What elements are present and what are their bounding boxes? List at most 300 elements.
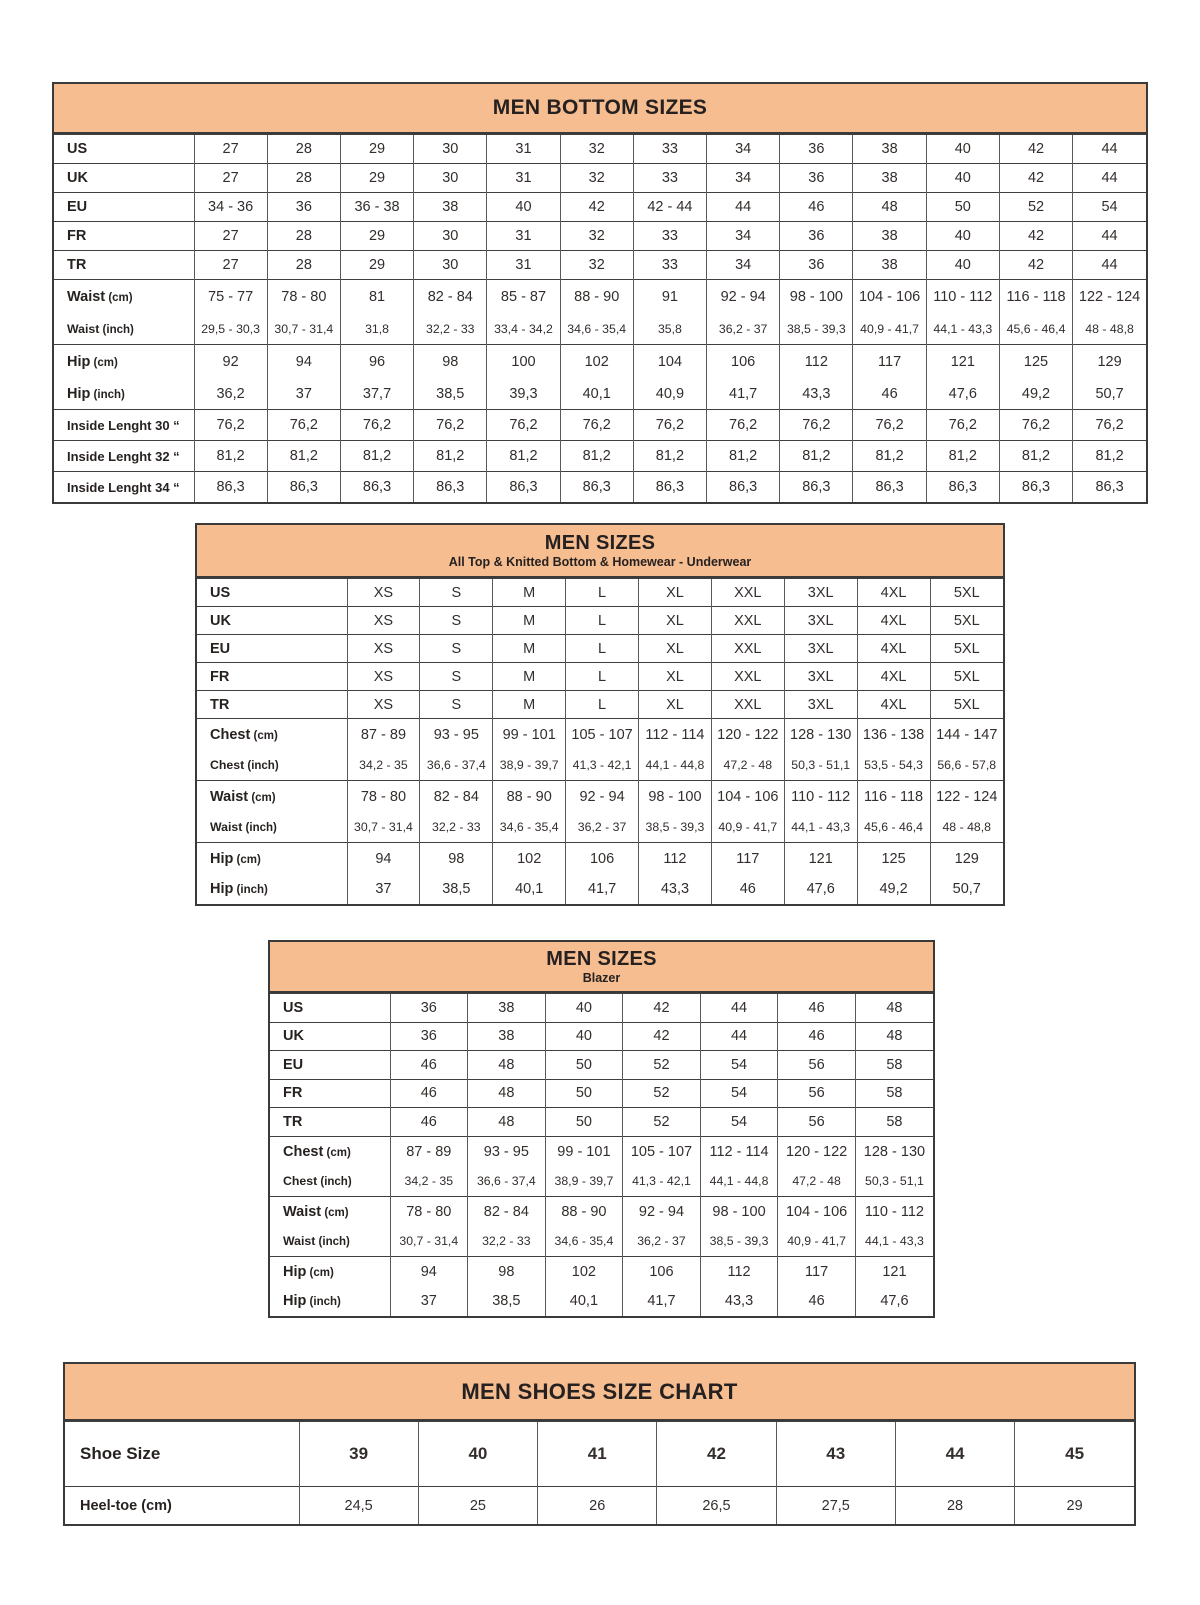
value-cell: XS bbox=[347, 579, 420, 607]
row-label bbox=[54, 313, 194, 345]
table-row bbox=[54, 280, 1146, 314]
table-row bbox=[270, 1227, 933, 1257]
row-label-text: Hip bbox=[283, 1293, 307, 1309]
row-label bbox=[197, 812, 347, 843]
value-cell: XL bbox=[639, 579, 712, 607]
value-cell: 54 bbox=[700, 1108, 778, 1137]
value-cell: 54 bbox=[1073, 193, 1146, 222]
value-cell: 30 bbox=[414, 135, 487, 164]
value-cell: 50 bbox=[926, 193, 999, 222]
table-header-band bbox=[197, 525, 1003, 578]
row-label bbox=[54, 410, 194, 441]
value-cell: 81,2 bbox=[707, 441, 780, 472]
value-cell: 29 bbox=[340, 135, 413, 164]
value-cell: 38 bbox=[468, 994, 546, 1023]
value-cell: 48 - 48,8 bbox=[930, 812, 1003, 843]
value-cell: 86,3 bbox=[926, 472, 999, 503]
row-label-unit: (inch) bbox=[244, 760, 279, 772]
value-cell: XXL bbox=[711, 691, 784, 719]
row-label-text: Waist bbox=[210, 788, 249, 805]
value-cell: 52 bbox=[623, 1079, 701, 1108]
value-cell: 44,1 - 43,3 bbox=[926, 313, 999, 345]
value-cell: 81,2 bbox=[414, 441, 487, 472]
value-cell: 40 bbox=[545, 1022, 623, 1051]
value-cell: 136 - 138 bbox=[857, 719, 930, 751]
row-group bbox=[54, 251, 1146, 280]
value-cell: 3XL bbox=[784, 663, 857, 691]
value-cell: 48 - 48,8 bbox=[1073, 313, 1146, 345]
value-cell: 92 - 94 bbox=[707, 280, 780, 314]
row-group bbox=[270, 994, 933, 1023]
row-label-unit: (cm) bbox=[250, 729, 278, 742]
row-label bbox=[197, 663, 347, 691]
value-cell: 120 - 122 bbox=[711, 719, 784, 751]
table-row bbox=[54, 164, 1146, 193]
row-label-unit: (inch) bbox=[242, 822, 277, 834]
value-cell: 40 bbox=[926, 164, 999, 193]
value-cell: 42 bbox=[623, 1022, 701, 1051]
row-group bbox=[65, 1422, 1134, 1487]
value-cell: 121 bbox=[855, 1256, 933, 1287]
men-sizes-blazer-grid bbox=[270, 993, 933, 1316]
value-cell: 128 - 130 bbox=[855, 1136, 933, 1167]
table-row bbox=[54, 345, 1146, 379]
value-cell: 58 bbox=[855, 1051, 933, 1080]
value-cell: 81,2 bbox=[999, 441, 1072, 472]
value-cell: 31 bbox=[487, 164, 560, 193]
value-cell: 40,1 bbox=[560, 378, 633, 410]
value-cell: 44 bbox=[895, 1422, 1014, 1487]
value-cell: 38,5 bbox=[414, 378, 487, 410]
value-cell: 36 bbox=[390, 994, 468, 1023]
value-cell: 38 bbox=[853, 164, 926, 193]
value-cell: 129 bbox=[1073, 345, 1146, 379]
value-cell: XXL bbox=[711, 579, 784, 607]
table-header-band bbox=[65, 1364, 1134, 1421]
value-cell: 48 bbox=[855, 994, 933, 1023]
value-cell: 104 bbox=[633, 345, 706, 379]
value-cell: 48 bbox=[468, 1079, 546, 1108]
row-group bbox=[197, 843, 1003, 905]
table-row bbox=[197, 719, 1003, 751]
value-cell: 98 - 100 bbox=[780, 280, 853, 314]
value-cell: 34 bbox=[707, 135, 780, 164]
row-label bbox=[65, 1422, 299, 1487]
value-cell: L bbox=[566, 607, 639, 635]
value-cell: 43 bbox=[776, 1422, 895, 1487]
value-cell: 38,5 bbox=[468, 1287, 546, 1316]
value-cell: 4XL bbox=[857, 635, 930, 663]
value-cell: 81,2 bbox=[340, 441, 413, 472]
row-label bbox=[54, 222, 194, 251]
row-label-unit: (cm) bbox=[306, 1266, 334, 1279]
table-row bbox=[65, 1422, 1134, 1487]
row-label-text: Waist bbox=[210, 820, 243, 834]
row-label-text: US bbox=[210, 584, 231, 601]
value-cell: XL bbox=[639, 663, 712, 691]
value-cell: 29 bbox=[1015, 1487, 1134, 1525]
value-cell: 99 - 101 bbox=[545, 1136, 623, 1167]
value-cell: 5XL bbox=[930, 691, 1003, 719]
value-cell: M bbox=[493, 691, 566, 719]
value-cell: 46 bbox=[390, 1108, 468, 1137]
value-cell: 47,6 bbox=[926, 378, 999, 410]
value-cell: 76,2 bbox=[414, 410, 487, 441]
value-cell: 37 bbox=[347, 874, 420, 904]
row-label-text: Shoe Size bbox=[80, 1444, 161, 1463]
value-cell: 93 - 95 bbox=[420, 719, 493, 751]
row-label-text: UK bbox=[283, 1028, 304, 1045]
value-cell: 110 - 112 bbox=[855, 1196, 933, 1227]
value-cell: 121 bbox=[926, 345, 999, 379]
row-label bbox=[270, 1227, 390, 1257]
value-cell: 76,2 bbox=[633, 410, 706, 441]
value-cell: 32 bbox=[560, 222, 633, 251]
value-cell: 78 - 80 bbox=[390, 1196, 468, 1227]
value-cell: 56 bbox=[778, 1108, 856, 1137]
value-cell: 5XL bbox=[930, 607, 1003, 635]
table-row bbox=[54, 222, 1146, 251]
value-cell: 28 bbox=[267, 135, 340, 164]
table-row bbox=[197, 843, 1003, 875]
value-cell: 98 - 100 bbox=[700, 1196, 778, 1227]
value-cell: 40,1 bbox=[493, 874, 566, 904]
value-cell: 87 - 89 bbox=[390, 1136, 468, 1167]
row-label-text: EU bbox=[210, 640, 231, 657]
value-cell: 122 - 124 bbox=[1073, 280, 1146, 314]
value-cell: 4XL bbox=[857, 607, 930, 635]
value-cell: 96 bbox=[340, 345, 413, 379]
row-label-text: Waist bbox=[67, 288, 106, 305]
value-cell: 117 bbox=[778, 1256, 856, 1287]
row-group bbox=[270, 1051, 933, 1080]
value-cell: 58 bbox=[855, 1108, 933, 1137]
value-cell: S bbox=[420, 691, 493, 719]
value-cell: 110 - 112 bbox=[784, 781, 857, 813]
value-cell: 86,3 bbox=[1073, 472, 1146, 503]
value-cell: 41,3 - 42,1 bbox=[623, 1167, 701, 1197]
value-cell: 38,9 - 39,7 bbox=[493, 750, 566, 781]
row-label-text: Hip bbox=[210, 881, 234, 897]
value-cell: 30 bbox=[414, 251, 487, 280]
value-cell: 3XL bbox=[784, 607, 857, 635]
value-cell: 5XL bbox=[930, 663, 1003, 691]
value-cell: 4XL bbox=[857, 691, 930, 719]
value-cell: 98 bbox=[468, 1256, 546, 1287]
table-row bbox=[270, 1079, 933, 1108]
value-cell: 88 - 90 bbox=[545, 1196, 623, 1227]
value-cell: 78 - 80 bbox=[347, 781, 420, 813]
value-cell: 93 - 95 bbox=[468, 1136, 546, 1167]
value-cell: S bbox=[420, 607, 493, 635]
value-cell: 3XL bbox=[784, 579, 857, 607]
value-cell: 31,8 bbox=[340, 313, 413, 345]
value-cell: 36 bbox=[780, 251, 853, 280]
value-cell: XS bbox=[347, 635, 420, 663]
value-cell: 38 bbox=[853, 135, 926, 164]
men-bottom-sizes-table bbox=[52, 82, 1148, 504]
value-cell: 91 bbox=[633, 280, 706, 314]
value-cell: 33 bbox=[633, 164, 706, 193]
value-cell: 49,2 bbox=[999, 378, 1072, 410]
table-subtitle: Blazer bbox=[582, 970, 621, 985]
value-cell: 40,9 - 41,7 bbox=[778, 1227, 856, 1257]
value-cell: 42 - 44 bbox=[633, 193, 706, 222]
value-cell: 38,5 - 39,3 bbox=[639, 812, 712, 843]
value-cell: 81,2 bbox=[780, 441, 853, 472]
value-cell: XS bbox=[347, 607, 420, 635]
table-row bbox=[54, 378, 1146, 410]
row-label-text: EU bbox=[67, 199, 88, 215]
value-cell: 125 bbox=[857, 843, 930, 875]
value-cell: 86,3 bbox=[999, 472, 1072, 503]
value-cell: 112 bbox=[639, 843, 712, 875]
value-cell: 40 bbox=[545, 994, 623, 1023]
row-label-text: UK bbox=[210, 612, 231, 629]
value-cell: 36 bbox=[390, 1022, 468, 1051]
row-group bbox=[270, 1136, 933, 1196]
value-cell: 86,3 bbox=[340, 472, 413, 503]
value-cell: 33,4 - 34,2 bbox=[487, 313, 560, 345]
value-cell: 76,2 bbox=[1073, 410, 1146, 441]
value-cell: 33 bbox=[633, 222, 706, 251]
row-group bbox=[197, 691, 1003, 719]
value-cell: 92 - 94 bbox=[566, 781, 639, 813]
value-cell: L bbox=[566, 579, 639, 607]
table-row bbox=[270, 1136, 933, 1167]
row-group bbox=[54, 441, 1146, 472]
row-group bbox=[54, 193, 1146, 222]
value-cell: 88 - 90 bbox=[560, 280, 633, 314]
table-row bbox=[270, 994, 933, 1023]
value-cell: 46 bbox=[780, 193, 853, 222]
value-cell: 76,2 bbox=[780, 410, 853, 441]
row-label bbox=[197, 750, 347, 781]
value-cell: 44 bbox=[1073, 222, 1146, 251]
row-label bbox=[197, 874, 347, 904]
row-label bbox=[54, 472, 194, 503]
value-cell: 46 bbox=[778, 1022, 856, 1051]
value-cell: 30 bbox=[414, 164, 487, 193]
row-label bbox=[197, 607, 347, 635]
value-cell: 116 - 118 bbox=[857, 781, 930, 813]
table-row bbox=[54, 472, 1146, 503]
value-cell: 42 bbox=[623, 994, 701, 1023]
value-cell: 47,2 - 48 bbox=[711, 750, 784, 781]
value-cell: 81,2 bbox=[1073, 441, 1146, 472]
value-cell: 4XL bbox=[857, 579, 930, 607]
row-label bbox=[270, 1287, 390, 1316]
value-cell: 32,2 - 33 bbox=[414, 313, 487, 345]
value-cell: 76,2 bbox=[560, 410, 633, 441]
value-cell: 4XL bbox=[857, 663, 930, 691]
value-cell: XS bbox=[347, 663, 420, 691]
value-cell: 50,3 - 51,1 bbox=[855, 1167, 933, 1197]
row-group bbox=[197, 635, 1003, 663]
row-group bbox=[197, 607, 1003, 635]
value-cell: 105 - 107 bbox=[623, 1136, 701, 1167]
value-cell: 29 bbox=[340, 222, 413, 251]
value-cell: 40,9 - 41,7 bbox=[711, 812, 784, 843]
value-cell: 42 bbox=[999, 222, 1072, 251]
value-cell: 121 bbox=[784, 843, 857, 875]
value-cell: 75 - 77 bbox=[194, 280, 267, 314]
row-group bbox=[54, 345, 1146, 410]
value-cell: 45 bbox=[1015, 1422, 1134, 1487]
value-cell: XXL bbox=[711, 607, 784, 635]
value-cell: 56,6 - 57,8 bbox=[930, 750, 1003, 781]
value-cell: 81,2 bbox=[926, 441, 999, 472]
value-cell: XL bbox=[639, 635, 712, 663]
table-row bbox=[197, 781, 1003, 813]
value-cell: 40 bbox=[487, 193, 560, 222]
value-cell: 42 bbox=[999, 135, 1072, 164]
value-cell: 44,1 - 43,3 bbox=[784, 812, 857, 843]
value-cell: 92 - 94 bbox=[623, 1196, 701, 1227]
value-cell: 44,1 - 44,8 bbox=[700, 1167, 778, 1197]
value-cell: 81,2 bbox=[633, 441, 706, 472]
value-cell: 102 bbox=[560, 345, 633, 379]
value-cell: 105 - 107 bbox=[566, 719, 639, 751]
value-cell: 35,8 bbox=[633, 313, 706, 345]
value-cell: XXL bbox=[711, 635, 784, 663]
value-cell: 34,6 - 35,4 bbox=[560, 313, 633, 345]
row-label-text: FR bbox=[210, 668, 230, 685]
value-cell: 36,2 - 37 bbox=[707, 313, 780, 345]
value-cell: 29 bbox=[340, 164, 413, 193]
value-cell: 50 bbox=[545, 1108, 623, 1137]
value-cell: 106 bbox=[623, 1256, 701, 1287]
row-label-text: FR bbox=[283, 1085, 303, 1102]
value-cell: 34 bbox=[707, 164, 780, 193]
value-cell: 52 bbox=[623, 1051, 701, 1080]
row-label-text: Chest bbox=[283, 1143, 324, 1160]
value-cell: 82 - 84 bbox=[414, 280, 487, 314]
row-label-text: Waist bbox=[283, 1203, 322, 1220]
row-group bbox=[65, 1487, 1134, 1525]
value-cell: 30,7 - 31,4 bbox=[390, 1227, 468, 1257]
value-cell: 36 bbox=[267, 193, 340, 222]
row-label-text: US bbox=[283, 999, 304, 1016]
value-cell: 86,3 bbox=[707, 472, 780, 503]
table-title: MEN BOTTOM SIZES bbox=[492, 95, 708, 119]
value-cell: 5XL bbox=[930, 579, 1003, 607]
value-cell: 34 - 36 bbox=[194, 193, 267, 222]
value-cell: 122 - 124 bbox=[930, 781, 1003, 813]
value-cell: 3XL bbox=[784, 691, 857, 719]
row-label-text: Heel-toe (cm) bbox=[80, 1497, 172, 1514]
value-cell: 27 bbox=[194, 222, 267, 251]
row-label-unit: (inch) bbox=[233, 884, 268, 896]
value-cell: 50,7 bbox=[1073, 378, 1146, 410]
row-group bbox=[197, 719, 1003, 781]
value-cell: 48 bbox=[853, 193, 926, 222]
value-cell: 56 bbox=[778, 1051, 856, 1080]
row-label-text: Chest bbox=[283, 1174, 318, 1188]
value-cell: 86,3 bbox=[853, 472, 926, 503]
men-shoes-size-chart-table bbox=[63, 1362, 1136, 1526]
value-cell: 98 bbox=[414, 345, 487, 379]
value-cell: 117 bbox=[711, 843, 784, 875]
value-cell: 88 - 90 bbox=[493, 781, 566, 813]
value-cell: 94 bbox=[267, 345, 340, 379]
value-cell: 45,6 - 46,4 bbox=[857, 812, 930, 843]
value-cell: 52 bbox=[999, 193, 1072, 222]
row-label-unit: (cm) bbox=[323, 1146, 351, 1159]
value-cell: 112 - 114 bbox=[700, 1136, 778, 1167]
value-cell: 56 bbox=[778, 1079, 856, 1108]
row-label bbox=[270, 1022, 390, 1051]
value-cell: 36,6 - 37,4 bbox=[420, 750, 493, 781]
value-cell: 54 bbox=[700, 1051, 778, 1080]
value-cell: 38 bbox=[853, 251, 926, 280]
value-cell: 42 bbox=[657, 1422, 776, 1487]
row-group bbox=[54, 222, 1146, 251]
value-cell: 44 bbox=[700, 1022, 778, 1051]
value-cell: 33 bbox=[633, 251, 706, 280]
value-cell: 34,2 - 35 bbox=[347, 750, 420, 781]
value-cell: 41,7 bbox=[623, 1287, 701, 1316]
men-bottom-sizes-grid bbox=[54, 134, 1146, 502]
value-cell: L bbox=[566, 663, 639, 691]
value-cell: 46 bbox=[390, 1051, 468, 1080]
value-cell: 40,9 - 41,7 bbox=[853, 313, 926, 345]
row-label-text: Chest bbox=[210, 758, 245, 772]
row-label bbox=[270, 1079, 390, 1108]
value-cell: 36 bbox=[780, 222, 853, 251]
value-cell: 81,2 bbox=[560, 441, 633, 472]
value-cell: 48 bbox=[855, 1022, 933, 1051]
value-cell: 44 bbox=[1073, 251, 1146, 280]
row-label bbox=[54, 345, 194, 379]
value-cell: 38,9 - 39,7 bbox=[545, 1167, 623, 1197]
value-cell: 44 bbox=[1073, 135, 1146, 164]
value-cell: 49,2 bbox=[857, 874, 930, 904]
value-cell: M bbox=[493, 663, 566, 691]
row-label-text: EU bbox=[283, 1056, 304, 1073]
value-cell: 98 - 100 bbox=[639, 781, 712, 813]
row-label bbox=[54, 378, 194, 410]
table-row bbox=[197, 607, 1003, 635]
value-cell: S bbox=[420, 663, 493, 691]
value-cell: 42 bbox=[999, 164, 1072, 193]
value-cell: 81,2 bbox=[487, 441, 560, 472]
row-label bbox=[270, 1167, 390, 1197]
value-cell: XXL bbox=[711, 663, 784, 691]
value-cell: 116 - 118 bbox=[999, 280, 1072, 314]
value-cell: 129 bbox=[930, 843, 1003, 875]
value-cell: L bbox=[566, 635, 639, 663]
row-label-text: Inside Lenght 32 “ bbox=[67, 448, 180, 464]
value-cell: 144 - 147 bbox=[930, 719, 1003, 751]
value-cell: 46 bbox=[390, 1079, 468, 1108]
row-label-unit: (inch) bbox=[315, 1236, 350, 1248]
value-cell: 102 bbox=[545, 1256, 623, 1287]
value-cell: 41,3 - 42,1 bbox=[566, 750, 639, 781]
men-sizes-blazer-data-table bbox=[270, 993, 933, 1316]
value-cell: 38,5 bbox=[420, 874, 493, 904]
row-group bbox=[270, 1256, 933, 1316]
men-shoes-size-chart-data-table bbox=[65, 1421, 1134, 1524]
value-cell: XL bbox=[639, 691, 712, 719]
row-label bbox=[54, 193, 194, 222]
value-cell: 34,6 - 35,4 bbox=[493, 812, 566, 843]
row-label-unit: (cm) bbox=[90, 356, 118, 369]
value-cell: 38 bbox=[468, 1022, 546, 1051]
value-cell: 32,2 - 33 bbox=[468, 1227, 546, 1257]
value-cell: 100 bbox=[487, 345, 560, 379]
table-row bbox=[270, 1022, 933, 1051]
